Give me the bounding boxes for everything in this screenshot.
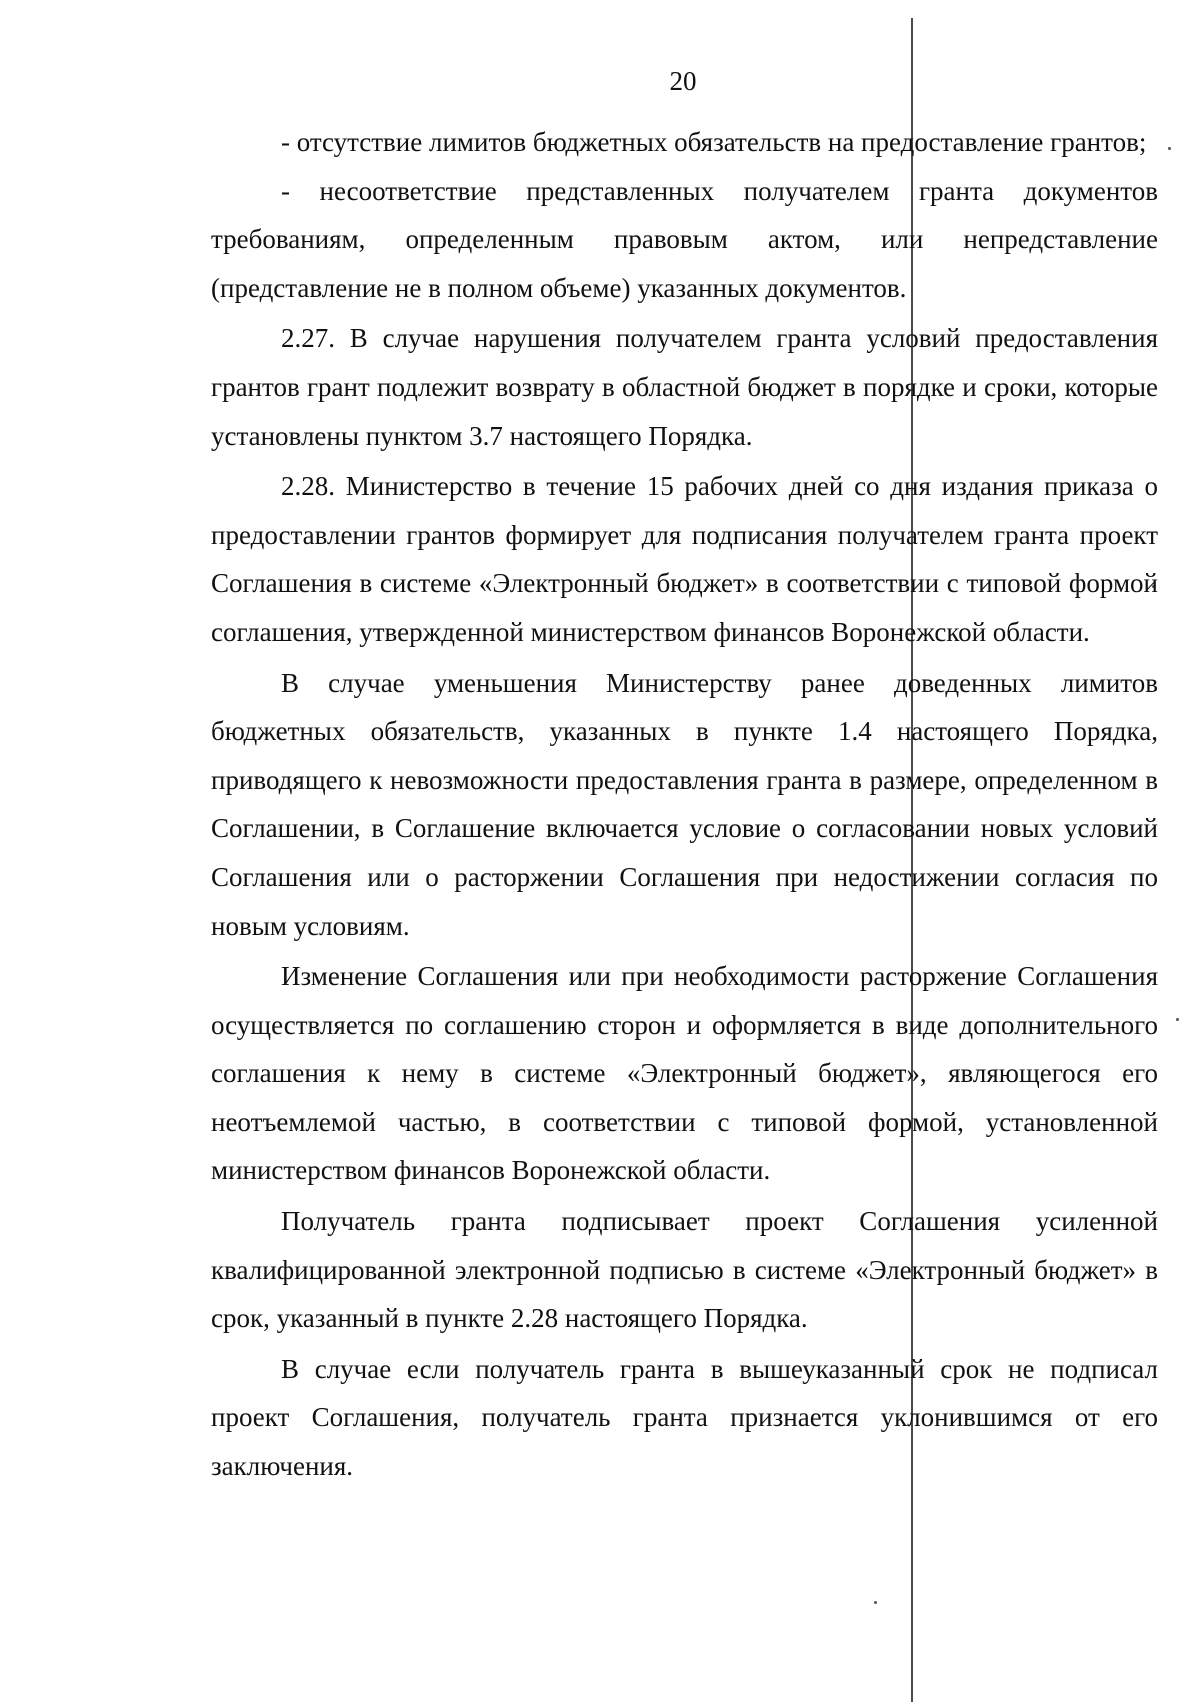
scan-artifact-dot	[1176, 1018, 1179, 1021]
paragraph-limits-reduction: В случае уменьшения Министерству ранее доведенных лимитов бюджетных обязательств, указанных в пункте 1.4 настоящего Порядка, приводящего к невозможности предоставления гранта в размере, определенном в Соглашении, в Соглашение включается условие о согласовании новых условий Соглашения или о расторжении Соглашения при недостижении согласия по новым условиям.	[211, 667, 1158, 941]
page-number: 20	[669, 66, 697, 96]
scan-artifact-dot	[1168, 147, 1171, 150]
paragraph-signing: Получатель гранта подписывает проект Соглашения усиленной квалифицированной электронной подписью в системе «Электронный бюджет» в срок, указанный в пункте 2.28 настоящего Порядка.	[211, 1206, 1158, 1334]
paragraph-2-28: 2.28. Министерство в течение 15 рабочих дней со дня издания приказа о предоставлении грантов формирует для подписания получателем гранта проект Соглашения в системе «Электронный бюджет» в соответствии с типовой формой соглашения, утвержденной министерством финансов Воронежской области.	[211, 471, 1158, 647]
document-body	[211, 118, 1158, 1491]
paragraph-agreement-change: Изменение Соглашения или при необходимости расторжение Соглашения осуществляется по соглашению сторон и оформляется в виде дополнительного соглашения к нему в системе «Электронный бюджет», являющегося его неотъемлемой частью, в соответствии с типовой формой, установленной министерством финансов Воронежской области.	[211, 961, 1158, 1186]
paragraph-2-27: 2.27. В случае нарушения получателем гранта условий предоставления грантов грант подлежит возврату в областной бюджет в порядке и сроки, которые установлены пунктом 3.7 настоящего Порядка.	[211, 323, 1158, 451]
scan-artifact-dot	[874, 1601, 877, 1604]
paragraph-limits-absence: - отсутствие лимитов бюджетных обязательств на предоставление грантов;	[281, 127, 1147, 157]
paragraph-evasion: В случае если получатель гранта в вышеуказанный срок не подписал проект Соглашения, получатель гранта признается уклонившимся от его заключения.	[211, 1353, 1158, 1482]
paragraph-documents-mismatch: - несоответствие представленных получателем гранта документов требованиям, определенным правовым актом, или непредставление (представление не в полном объеме) указанных документов.	[211, 175, 1158, 303]
